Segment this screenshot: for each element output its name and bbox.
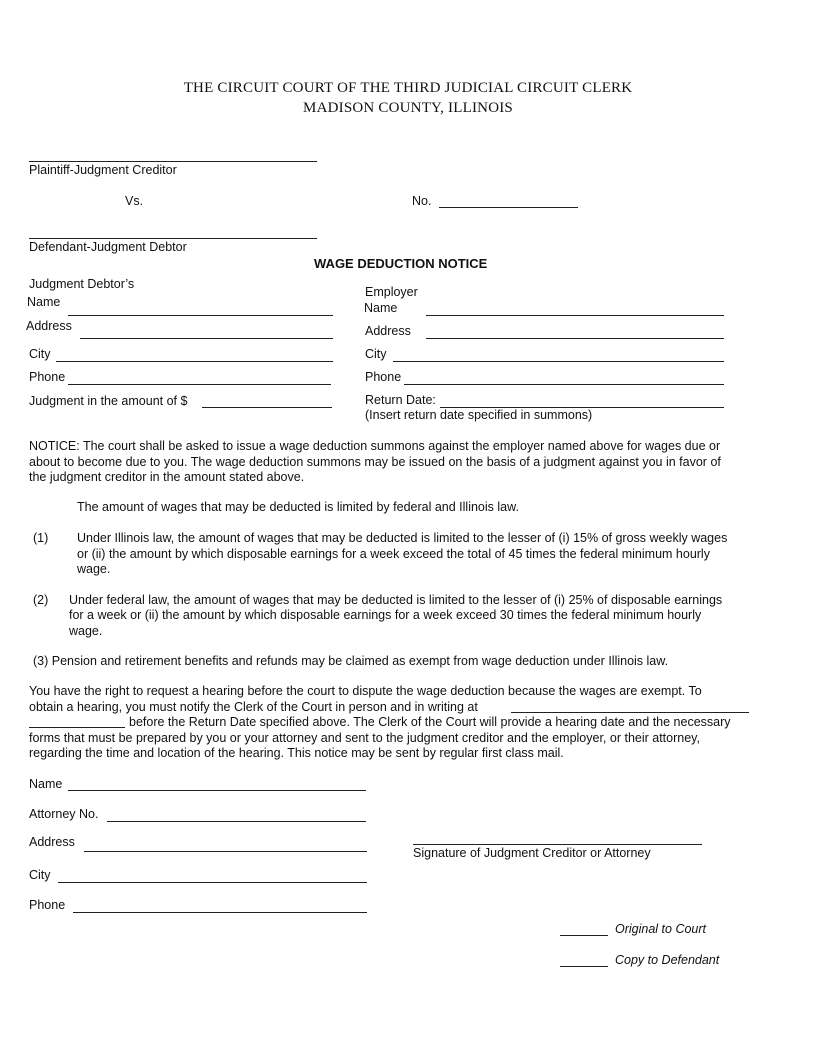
return-date-hint: (Insert return date specified in summons) [365, 408, 593, 422]
debtor-heading: Judgment Debtor’s [29, 277, 135, 291]
hearing-line2: obtain a hearing, you must notify the Clerk of the Court in person and in writing at [29, 700, 478, 714]
clerk-address-line[interactable] [511, 712, 749, 713]
court-header-line2: MADISON COUNTY, ILLINOIS [303, 100, 513, 116]
employer-name-line[interactable] [426, 315, 724, 316]
case-no-label: No. [412, 194, 432, 208]
copy-to-defendant-label: Copy to Defendant [615, 953, 720, 967]
notice-intro-line1: NOTICE: The court shall be asked to issue a wage deduction summons against the employer named above for wages due or [29, 439, 721, 453]
debtor-name-line[interactable] [68, 315, 333, 316]
attorney-name-line[interactable] [68, 790, 366, 791]
item1-line3: wage. [77, 562, 111, 576]
attorney-no-line[interactable] [107, 821, 366, 822]
signature-line[interactable] [413, 844, 702, 845]
employer-city-line[interactable] [393, 361, 724, 362]
item2-line3: wage. [69, 624, 103, 638]
attorney-phone-line[interactable] [73, 912, 367, 913]
defendant-label: Defendant-Judgment Debtor [29, 240, 187, 254]
employer-phone-label: Phone [365, 370, 402, 384]
debtor-name-label: Name [27, 295, 61, 309]
form-title: WAGE DEDUCTION NOTICE [314, 256, 488, 271]
hearing-line1: You have the right to request a hearing before the court to dispute the wage deduction because the wages are exempt. To [29, 684, 702, 698]
case-no-line[interactable] [439, 207, 578, 208]
attorney-address-label: Address [29, 835, 75, 849]
attorney-address-line[interactable] [84, 851, 367, 852]
employer-address-line[interactable] [426, 338, 724, 339]
item1-line2: or (ii) the amount by which disposable earnings for a week exceed the total of 45 times the federal minimum hourly [77, 547, 710, 561]
attorney-phone-label: Phone [29, 898, 66, 912]
court-header-line1: THE CIRCUIT COURT OF THE THIRD JUDICIAL CIRCUIT CLERK [183, 80, 633, 96]
debtor-phone-label: Phone [29, 370, 66, 384]
defendant-line[interactable] [29, 238, 317, 239]
hearing-line4: forms that must be prepared by you or your attorney and sent to the judgment creditor and the employer, or their attorney, [29, 731, 700, 745]
attorney-no-label: Attorney No. [29, 807, 99, 821]
debtor-phone-line[interactable] [68, 384, 331, 385]
employer-name-label: Name [364, 301, 398, 315]
copy-check-line[interactable] [560, 966, 608, 967]
plaintiff-label: Plaintiff-Judgment Creditor [29, 163, 177, 177]
debtor-address-label: Address [26, 319, 72, 333]
item1-number: (1) [33, 531, 49, 545]
item3: (3) Pension and retirement benefits and refunds may be claimed as exempt from wage deduction under Illinois law. [33, 654, 669, 668]
employer-heading: Employer [365, 285, 418, 299]
item1-line1: Under Illinois law, the amount of wages that may be deducted is limited to the lesser of (i) 15% of gross weekly wages [77, 531, 728, 545]
clerk-address-line-continued[interactable] [29, 727, 125, 728]
hearing-line3: before the Return Date specified above. The Clerk of the Court will provide a hearing date and the necessary [129, 715, 731, 729]
attorney-name-label: Name [29, 777, 63, 791]
employer-city-label: City [365, 347, 387, 361]
judgment-amount-label: Judgment in the amount of $ [29, 394, 188, 408]
original-check-line[interactable] [560, 935, 608, 936]
signature-label: Signature of Judgment Creditor or Attorney [413, 846, 651, 860]
vs-label: Vs. [125, 194, 144, 208]
plaintiff-line[interactable] [29, 161, 317, 162]
debtor-address-line[interactable] [80, 338, 333, 339]
original-to-court-label: Original to Court [615, 922, 707, 936]
judgment-amount-line[interactable] [202, 407, 332, 408]
attorney-city-label: City [29, 868, 51, 882]
item2-number: (2) [33, 593, 49, 607]
notice-intro-line3: the judgment creditor in the amount stated above. [29, 470, 305, 484]
employer-phone-line[interactable] [404, 384, 724, 385]
notice-intro-line2: about to become due to you. The wage deduction summons may be issued on the basis of a judgment against you in favor of [29, 455, 721, 469]
hearing-line5: regarding the time and location of the hearing. This notice may be sent by regular first class mail. [29, 746, 564, 760]
attorney-city-line[interactable] [58, 882, 367, 883]
employer-address-label: Address [365, 324, 411, 338]
item2-line1: Under federal law, the amount of wages that may be deducted is limited to the lesser of (i) 25% of disposable earnings [69, 593, 723, 607]
item2-line2: for a week or (ii) the amount by which disposable earnings for a week exceed 30 times the federal minimum hourly [69, 608, 702, 622]
debtor-city-label: City [29, 347, 51, 361]
debtor-city-line[interactable] [56, 361, 333, 362]
return-date-label: Return Date: [365, 393, 436, 407]
limit-statement: The amount of wages that may be deducted is limited by federal and Illinois law. [77, 500, 519, 514]
